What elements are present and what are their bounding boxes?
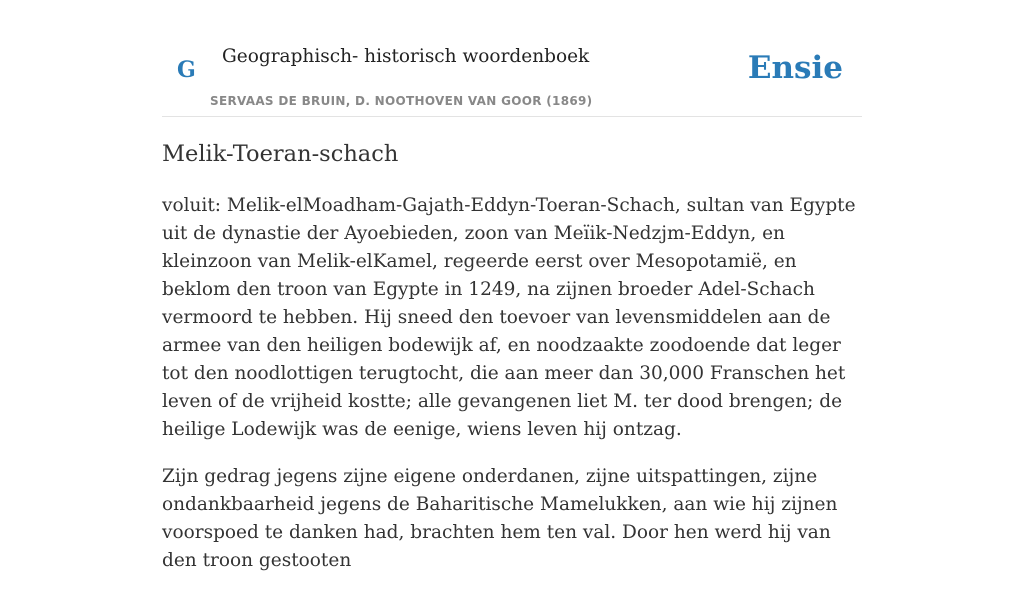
book-logo-icon[interactable]: G [177,57,196,83]
page [162,0,862,571]
page-title: Melik-Toeran-schach [162,141,399,167]
entry-body [162,192,862,594]
entry-paragraph: Zijn gedrag jegens zijne eigene onderdanen, zijne uitspattingen, zijne ondankbaarheid jegens de Baharitische Mamelukken, aan wie hij zijnen voorspoed te danken had, brachten hem ten val. Door hen werd hij van den troon gestooten [162,466,838,571]
ensie-logo-link[interactable]: Ensie [747,50,843,86]
entry-paragraph: voluit: Melik-elMoadham-Gajath-Eddyn-Toeran-Schach, sultan van Egypte uit de dynastie der Ayoebieden, zoon van Meïik-Nedzjm-Eddyn, en kleinzoon van Melik-elKamel, regeerde eerst over Mesopotamië, en beklom den troon van Egypte in 1249, na zijnen broeder Adel-Schach vermoord te hebben. Hij sneed den toevoer van levensmiddelen aan de armee van den heiligen bodewijk af, en noodzaakte zoodoende dat leger tot den noodlottigen terugtocht, die aan meer dan 30,000 Franschen het leven of de vrijheid kostte; alle gevangenen liet M. ter dood brengen; de heilige Lodewijk was de eenige, wiens leven hij ontzag. [162,195,856,440]
book-author: SERVAAS DE BRUIN, D. NOOTHOVEN VAN GOOR (1869) [210,94,593,108]
site-header [162,0,862,117]
book-title[interactable]: Geographisch- historisch woordenboek [222,46,590,67]
